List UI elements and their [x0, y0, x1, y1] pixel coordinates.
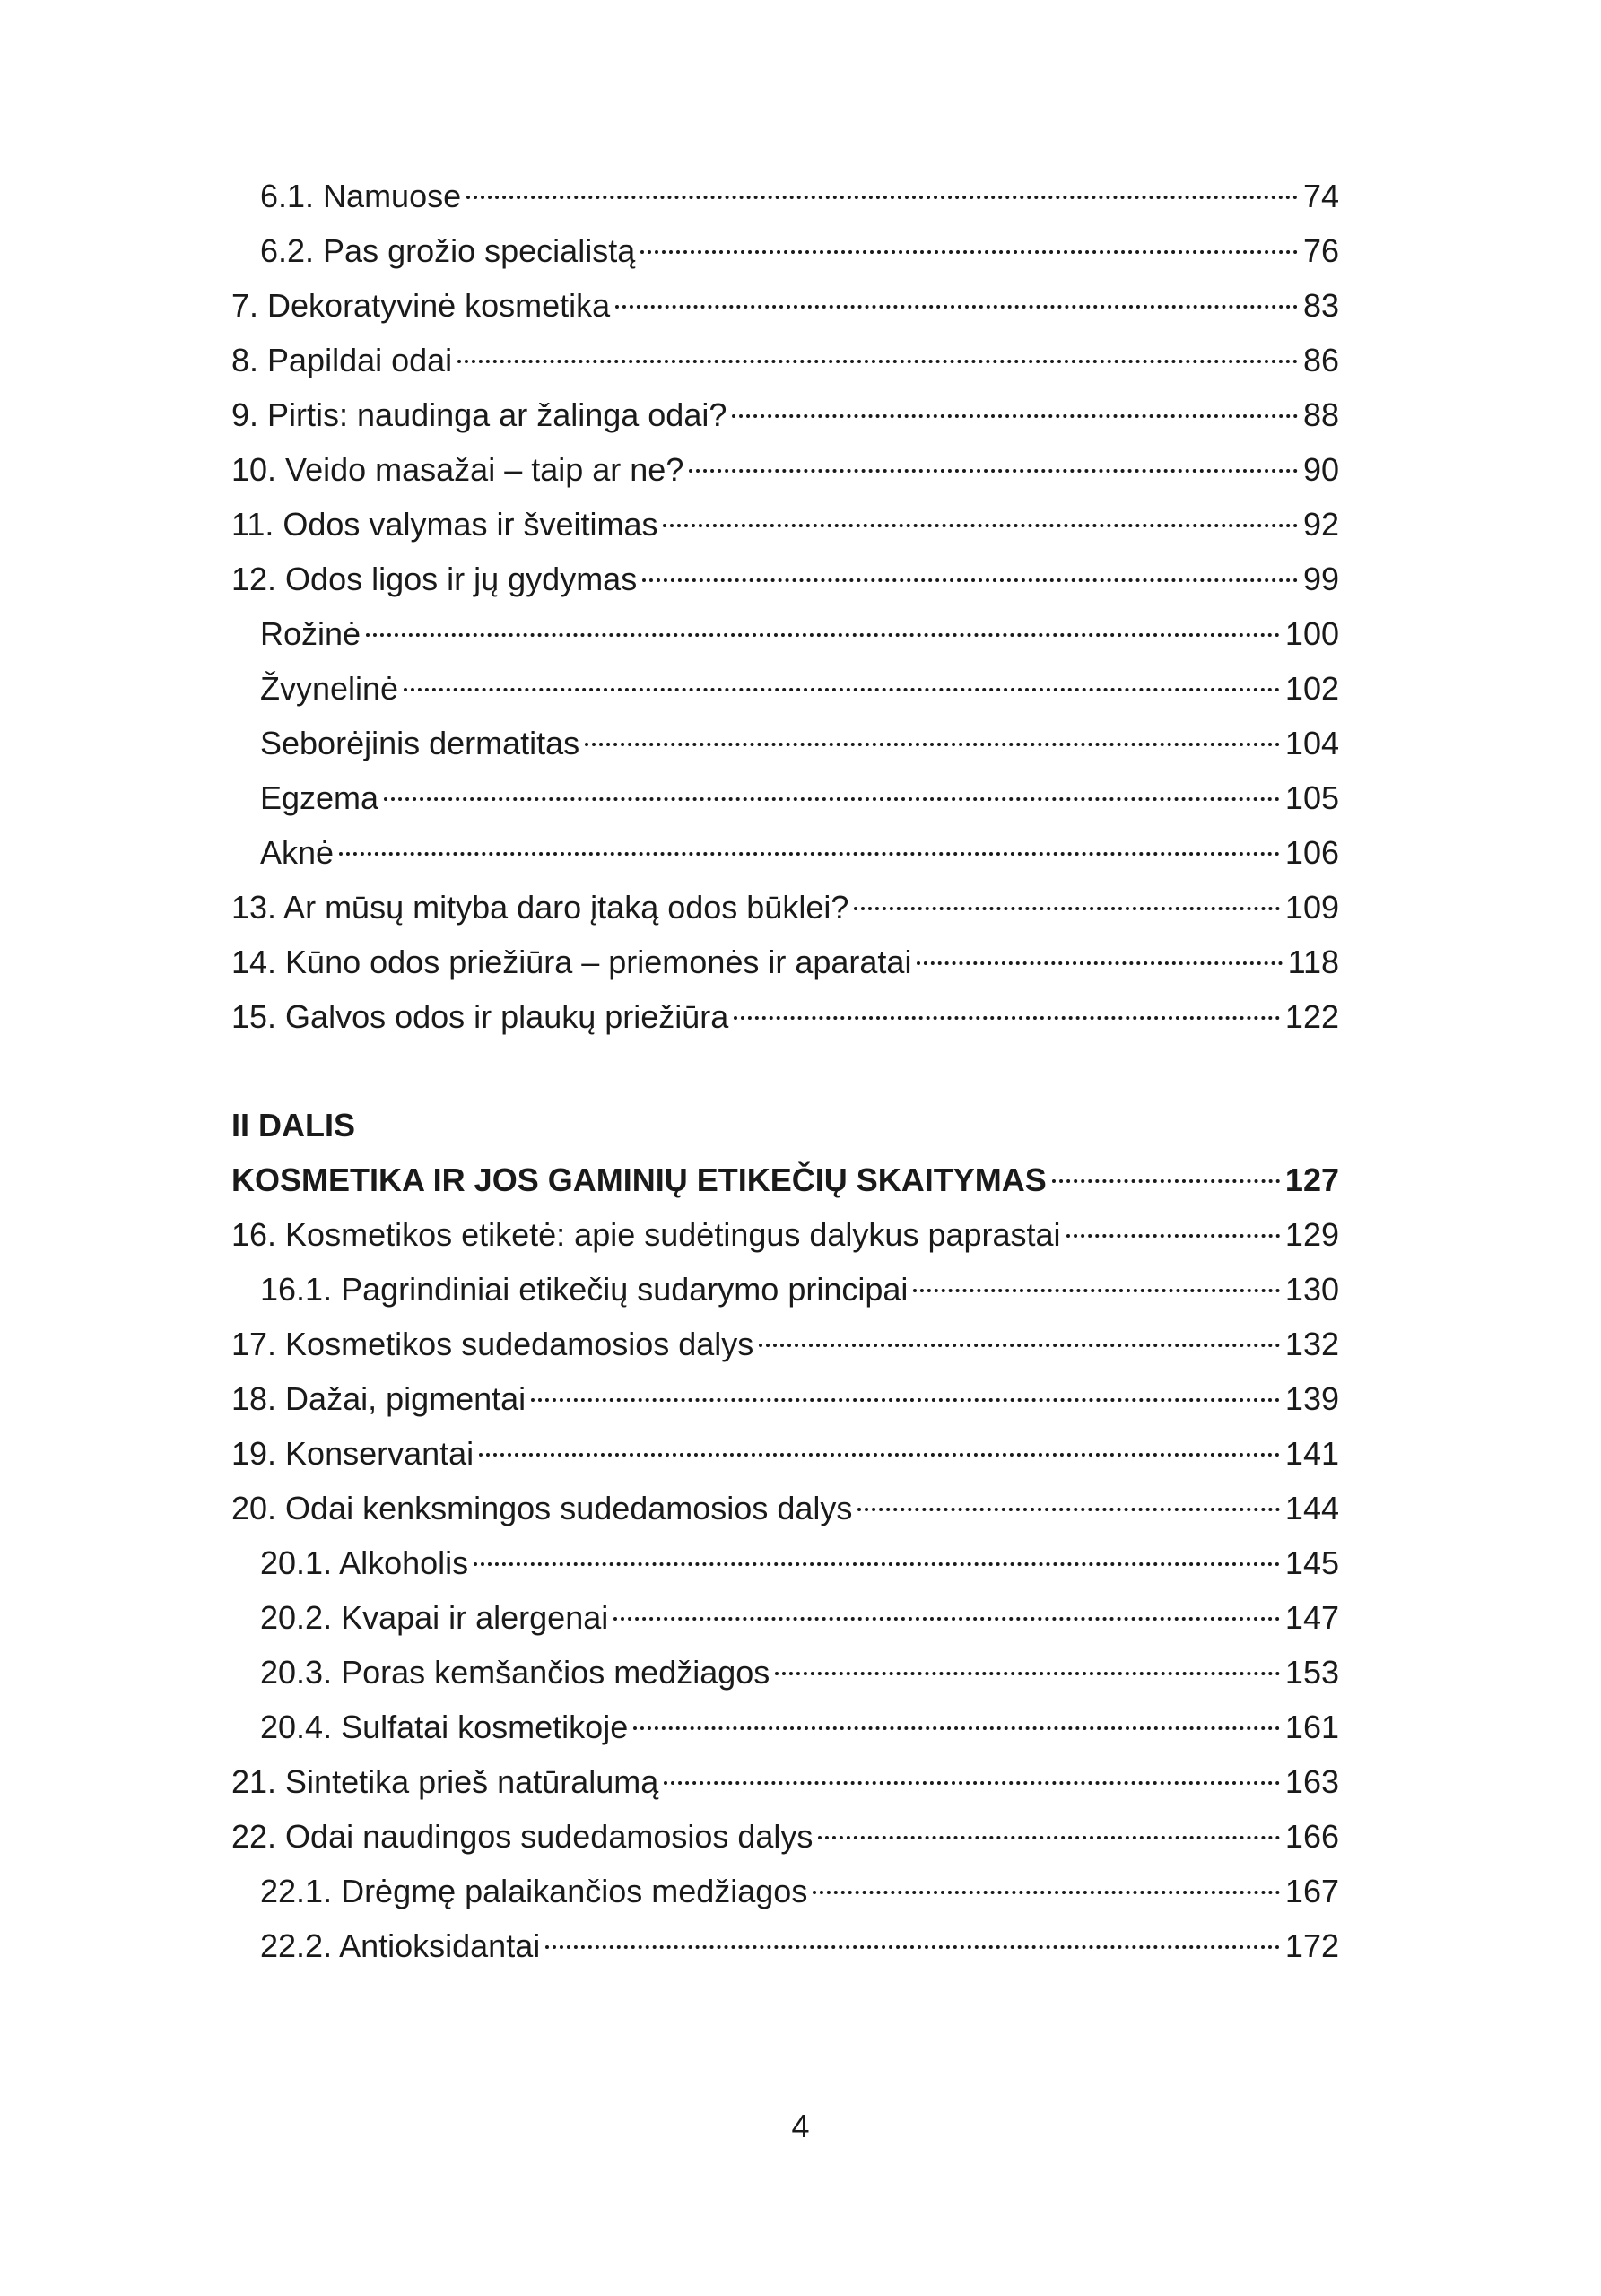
toc-entry-title: Egzema	[260, 779, 379, 816]
toc-entry	[231, 1590, 1339, 1645]
toc-entry-title: 20.3. Poras kemšančios medžiagos	[260, 1654, 770, 1691]
toc-entry-title: 12. Odos ligos ir jų gydymas	[231, 561, 638, 597]
page-number: 4	[791, 2108, 810, 2144]
toc-entry-page: 166	[1284, 1818, 1339, 1855]
toc-entry	[231, 716, 1339, 770]
dot-leader	[913, 1289, 1280, 1292]
toc-entry-page: 118	[1287, 944, 1339, 980]
toc-entry	[231, 1918, 1339, 1973]
toc-entry-title: KOSMETIKA IR JOS GAMINIŲ ETIKEČIŲ SKAITYMAS	[231, 1161, 1047, 1198]
toc-entry	[231, 661, 1339, 716]
toc-entry-page: 104	[1284, 725, 1339, 761]
toc-entry-page: 76	[1302, 232, 1339, 269]
toc-entry	[231, 935, 1339, 989]
toc-entry-page: 144	[1284, 1490, 1339, 1526]
toc-entry-title: Seborėjinis dermatitas	[260, 725, 580, 761]
toc-entry	[231, 278, 1339, 333]
toc-entry-title: 6.2. Pas grožio specialistą	[260, 232, 636, 269]
toc-entry-page: 130	[1284, 1271, 1339, 1308]
toc-entry	[231, 497, 1339, 552]
toc-entry-page: 83	[1302, 287, 1339, 324]
toc-entry	[231, 442, 1339, 497]
dot-leader	[759, 1344, 1280, 1347]
toc-entry-title: 17. Kosmetikos sudedamosios dalys	[231, 1326, 754, 1362]
dot-leader	[615, 305, 1298, 309]
dot-leader	[613, 1617, 1280, 1621]
toc-entry	[231, 1207, 1339, 1262]
dot-leader	[689, 469, 1298, 473]
toc-entry	[231, 552, 1339, 606]
toc-entry	[231, 1535, 1339, 1590]
toc-entry-title: 20.1. Alkoholis	[260, 1544, 469, 1581]
toc-entry	[231, 1645, 1339, 1700]
dot-leader	[457, 360, 1298, 363]
dot-leader	[339, 852, 1280, 856]
toc-entry-page: 153	[1284, 1654, 1339, 1691]
toc-entry-title: 22.1. Drėgmę palaikančios medžiagos	[260, 1873, 808, 1909]
dot-leader	[585, 743, 1280, 746]
table-of-contents	[231, 169, 1339, 1973]
toc-entry-page: 139	[1284, 1380, 1339, 1417]
toc-entry	[231, 606, 1339, 661]
toc-entry	[231, 1426, 1339, 1481]
dot-leader	[384, 797, 1280, 801]
part2-heading: II DALIS	[231, 1107, 356, 1144]
toc-entry-title: 6.1. Namuose	[260, 178, 462, 214]
toc-entry-title: 20.4. Sulfatai kosmetikoje	[260, 1709, 629, 1745]
toc-entry-title: 20. Odai kenksmingos sudedamosios dalys	[231, 1490, 853, 1526]
toc-entry	[231, 1809, 1339, 1864]
toc-entry-page: 122	[1284, 998, 1339, 1035]
dot-leader	[640, 250, 1298, 254]
dot-leader	[366, 633, 1280, 637]
dot-leader	[633, 1726, 1280, 1730]
dot-leader	[775, 1672, 1280, 1675]
dot-leader	[474, 1562, 1280, 1566]
toc-entry-title: 8. Papildai odai	[231, 342, 453, 378]
toc-entry-page: 106	[1284, 834, 1339, 871]
dot-leader	[531, 1398, 1280, 1402]
toc-entry-page: 100	[1284, 615, 1339, 652]
toc-entry-page: 74	[1302, 178, 1339, 214]
dot-leader	[466, 196, 1298, 199]
dot-leader	[663, 524, 1297, 527]
toc-entry-page: 129	[1284, 1216, 1339, 1253]
toc-entry	[231, 1700, 1339, 1754]
toc-entry-title: 22.2. Antioksidantai	[260, 1927, 541, 1964]
toc-entry-title: 19. Konservantai	[231, 1435, 474, 1472]
toc-entry-page: 105	[1284, 779, 1339, 816]
toc-entry-title: 15. Galvos odos ir plaukų priežiūra	[231, 998, 729, 1035]
toc-entry-page: 132	[1284, 1326, 1339, 1362]
toc-entry-title: 18. Dažai, pigmentai	[231, 1380, 526, 1417]
toc-entry-title: Rožinė	[260, 615, 361, 652]
toc-entry	[231, 333, 1339, 387]
toc-entry-page: 172	[1284, 1927, 1339, 1964]
toc-entry-page: 127	[1284, 1161, 1339, 1198]
toc-entry-page: 161	[1284, 1709, 1339, 1745]
dot-leader	[818, 1836, 1280, 1839]
toc-entry-page: 109	[1284, 889, 1339, 926]
toc-entry-title: Aknė	[260, 834, 335, 871]
toc-entry-page: 99	[1302, 561, 1339, 597]
toc-entry	[231, 1481, 1339, 1535]
dot-leader	[854, 907, 1280, 910]
toc-entry	[231, 770, 1339, 825]
dot-leader	[404, 688, 1280, 691]
dot-leader	[917, 961, 1282, 965]
toc-entry-page: 90	[1302, 451, 1339, 488]
dot-leader	[857, 1508, 1280, 1511]
toc-entry-page: 92	[1302, 506, 1339, 543]
toc-entry-title: 21. Sintetika prieš natūralumą	[231, 1763, 659, 1800]
dot-leader	[813, 1891, 1280, 1894]
dot-leader	[732, 414, 1298, 418]
toc-entry-title: 20.2. Kvapai ir alergenai	[260, 1599, 609, 1636]
toc-entry-page: 88	[1302, 396, 1339, 433]
toc-entry	[231, 387, 1339, 442]
toc-part1	[231, 169, 1339, 1044]
dot-leader	[1066, 1234, 1280, 1238]
toc-entry	[231, 1317, 1339, 1371]
toc-entry	[231, 825, 1339, 880]
toc-entry-page: 167	[1284, 1873, 1339, 1909]
toc-entry-title: 10. Veido masažai – taip ar ne?	[231, 451, 684, 488]
toc-entry-page: 86	[1302, 342, 1339, 378]
toc-entry-title: 9. Pirtis: naudinga ar žalinga odai?	[231, 396, 727, 433]
toc-entry-page: 102	[1284, 670, 1339, 707]
toc-entry	[231, 1371, 1339, 1426]
toc-entry-title: 7. Dekoratyvinė kosmetika	[231, 287, 611, 324]
toc-entry-page: 145	[1284, 1544, 1339, 1581]
toc-entry-page: 147	[1284, 1599, 1339, 1636]
toc-entry-title: 13. Ar mūsų mityba daro įtaką odos būklei?	[231, 889, 849, 926]
toc-entry	[231, 1152, 1339, 1207]
toc-entry	[231, 1864, 1339, 1918]
dot-leader	[545, 1945, 1280, 1949]
toc-entry-title: 16.1. Pagrindiniai etikečių sudarymo principai	[260, 1271, 909, 1308]
toc-entry	[231, 169, 1339, 223]
toc-entry	[231, 1262, 1339, 1317]
toc-entry-title: 22. Odai naudingos sudedamosios dalys	[231, 1818, 814, 1855]
toc-part2	[231, 1152, 1339, 1973]
toc-entry-page: 163	[1284, 1763, 1339, 1800]
toc-entry	[231, 989, 1339, 1044]
toc-entry-title: Žvynelinė	[260, 670, 399, 707]
dot-leader	[734, 1016, 1280, 1020]
toc-entry	[231, 880, 1339, 935]
toc-entry	[231, 223, 1339, 278]
dot-leader	[1052, 1179, 1280, 1183]
dot-leader	[642, 578, 1298, 582]
toc-entry-page: 141	[1284, 1435, 1339, 1472]
toc-entry-title: 11. Odos valymas ir šveitimas	[231, 506, 658, 543]
toc-entry-title: 14. Kūno odos priežiūra – priemonės ir aparatai	[231, 944, 912, 980]
dot-leader	[664, 1781, 1280, 1785]
toc-entry	[231, 1754, 1339, 1809]
toc-entry-title: 16. Kosmetikos etiketė: apie sudėtingus dalykus paprastai	[231, 1216, 1061, 1253]
dot-leader	[479, 1453, 1280, 1457]
